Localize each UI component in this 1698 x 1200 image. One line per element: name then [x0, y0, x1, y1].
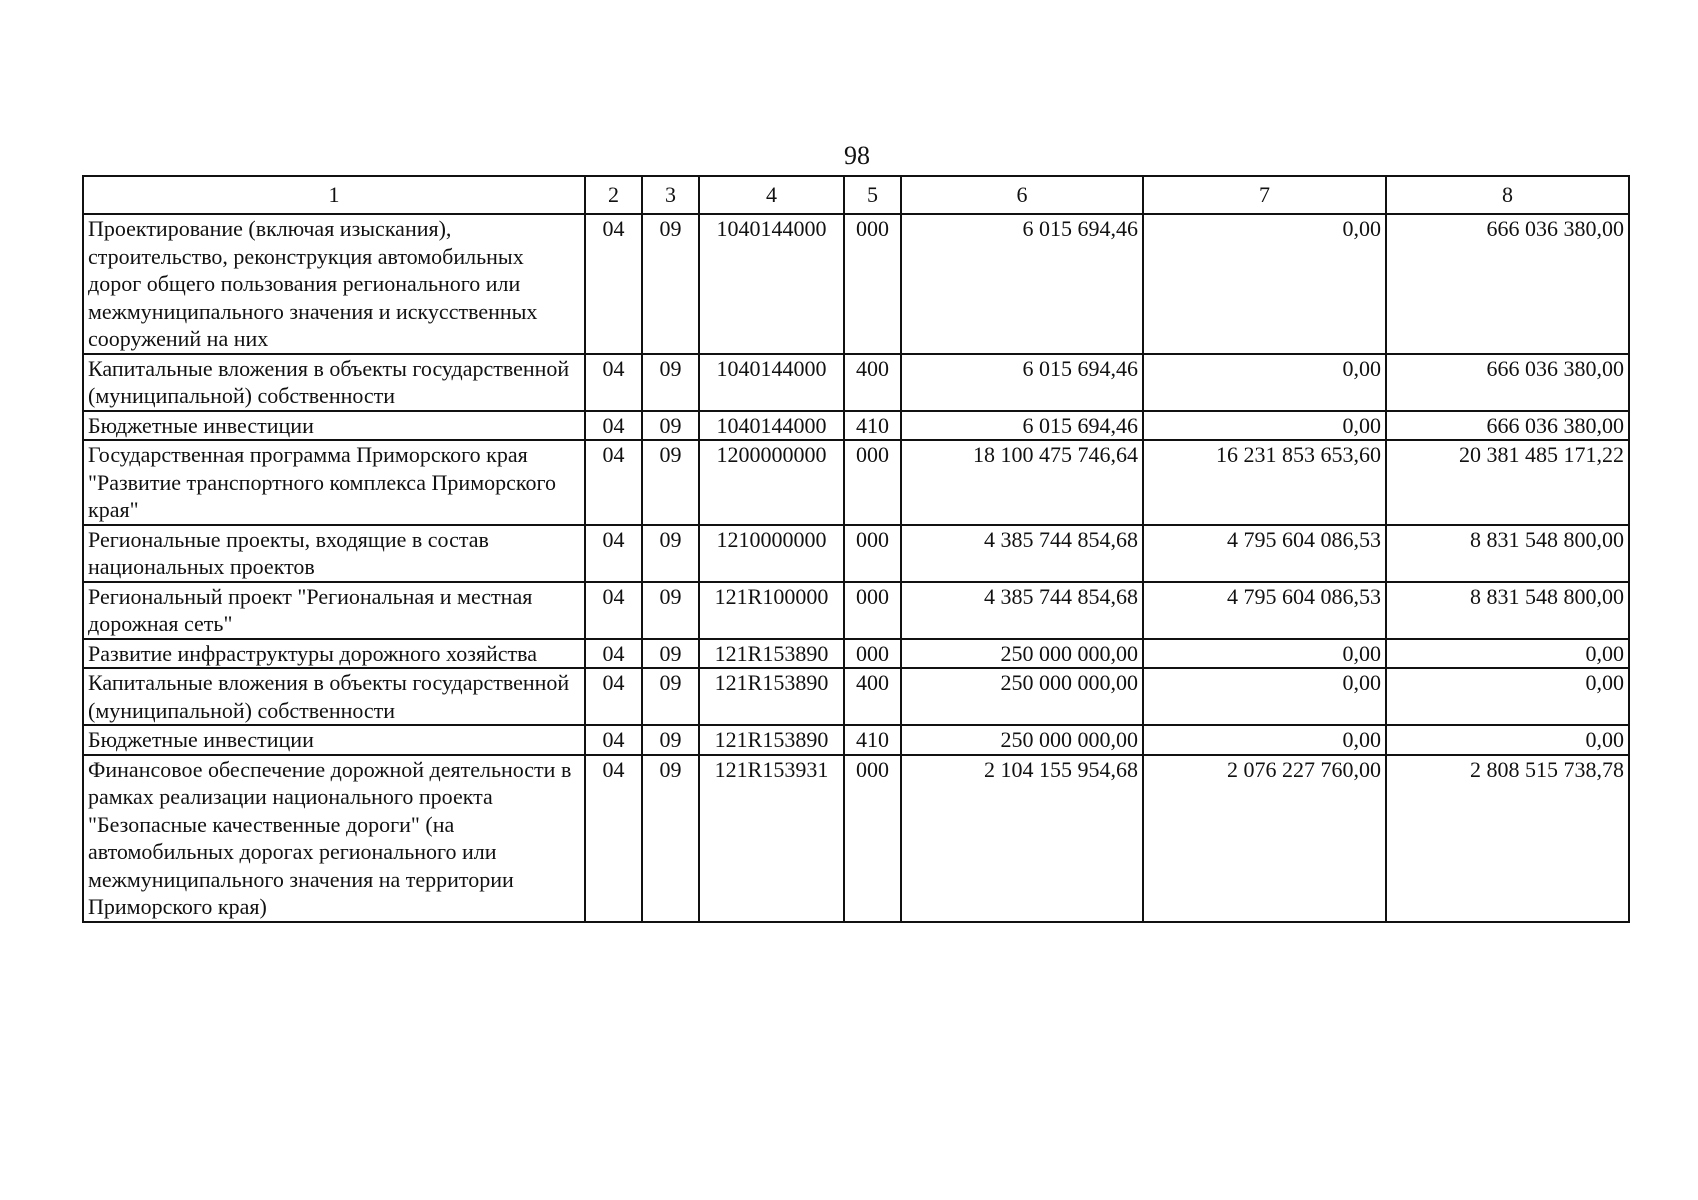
expense-type-cell: 400 [844, 668, 901, 725]
item-name-cell: Бюджетные инвестиции [83, 725, 585, 755]
subsection-code-cell: 09 [642, 755, 699, 922]
amount-col6-cell: 6 015 694,46 [901, 411, 1143, 441]
target-article-cell: 1200000000 [699, 440, 844, 525]
expense-type-cell: 410 [844, 725, 901, 755]
amount-col7-cell: 4 795 604 086,53 [1143, 582, 1386, 639]
item-name-cell: Региональный проект "Региональная и местная дорожная сеть" [83, 582, 585, 639]
section-code-cell: 04 [585, 725, 642, 755]
amount-col8-cell: 666 036 380,00 [1386, 411, 1629, 441]
table-row [83, 668, 1629, 725]
amount-col6-cell: 6 015 694,46 [901, 354, 1143, 411]
target-article-cell: 121R153931 [699, 755, 844, 922]
section-code-cell: 04 [585, 668, 642, 725]
expense-type-cell: 000 [844, 582, 901, 639]
target-article-cell: 121R153890 [699, 725, 844, 755]
table-row [83, 354, 1629, 411]
item-name-cell: Финансовое обеспечение дорожной деятельности в рамках реализации национального проекта "Безопасные качественные дороги" (на автомобильных дорогах регионального или межмуниципального значения на территории Приморского края) [83, 755, 585, 922]
target-article-cell: 1210000000 [699, 525, 844, 582]
amount-col8-cell: 666 036 380,00 [1386, 214, 1629, 354]
page-number: 98 [844, 141, 870, 170]
target-article-cell: 1040144000 [699, 214, 844, 354]
section-code-cell: 04 [585, 354, 642, 411]
table-row [83, 525, 1629, 582]
amount-col7-cell: 0,00 [1143, 668, 1386, 725]
amount-col7-cell: 0,00 [1143, 411, 1386, 441]
amount-col7-cell: 16 231 853 653,60 [1143, 440, 1386, 525]
amount-col8-cell: 666 036 380,00 [1386, 354, 1629, 411]
expense-type-cell: 000 [844, 525, 901, 582]
amount-col6-cell: 4 385 744 854,68 [901, 525, 1143, 582]
header-cell: 4 [699, 176, 844, 214]
expense-type-cell: 410 [844, 411, 901, 441]
table-row [83, 639, 1629, 669]
target-article-cell: 121R153890 [699, 639, 844, 669]
expense-type-cell: 000 [844, 755, 901, 922]
amount-col7-cell: 0,00 [1143, 354, 1386, 411]
header-cell: 1 [83, 176, 585, 214]
amount-col8-cell: 8 831 548 800,00 [1386, 582, 1629, 639]
subsection-code-cell: 09 [642, 354, 699, 411]
subsection-code-cell: 09 [642, 725, 699, 755]
amount-col7-cell: 0,00 [1143, 639, 1386, 669]
item-name-cell: Бюджетные инвестиции [83, 411, 585, 441]
table-row [83, 582, 1629, 639]
item-name-cell: Региональные проекты, входящие в состав национальных проектов [83, 525, 585, 582]
header-cell: 7 [1143, 176, 1386, 214]
amount-col6-cell: 250 000 000,00 [901, 725, 1143, 755]
subsection-code-cell: 09 [642, 440, 699, 525]
amount-col7-cell: 2 076 227 760,00 [1143, 755, 1386, 922]
table-row [83, 411, 1629, 441]
section-code-cell: 04 [585, 411, 642, 441]
amount-col7-cell: 4 795 604 086,53 [1143, 525, 1386, 582]
amount-col6-cell: 2 104 155 954,68 [901, 755, 1143, 922]
table-row [83, 755, 1629, 922]
amount-col7-cell: 0,00 [1143, 214, 1386, 354]
budget-table [82, 175, 1630, 923]
section-code-cell: 04 [585, 525, 642, 582]
section-code-cell: 04 [585, 214, 642, 354]
target-article-cell: 121R100000 [699, 582, 844, 639]
subsection-code-cell: 09 [642, 214, 699, 354]
amount-col8-cell: 2 808 515 738,78 [1386, 755, 1629, 922]
table-body [83, 214, 1629, 922]
section-code-cell: 04 [585, 582, 642, 639]
amount-col8-cell: 20 381 485 171,22 [1386, 440, 1629, 525]
section-code-cell: 04 [585, 440, 642, 525]
amount-col6-cell: 250 000 000,00 [901, 668, 1143, 725]
table-row [83, 725, 1629, 755]
amount-col8-cell: 0,00 [1386, 668, 1629, 725]
item-name-cell: Проектирование (включая изыскания), строительство, реконструкция автомобильных дорог общего пользования регионального или межмуниципального значения и искусственных сооружений на них [83, 214, 585, 354]
subsection-code-cell: 09 [642, 411, 699, 441]
item-name-cell: Капитальные вложения в объекты государственной (муниципальной) собственности [83, 668, 585, 725]
subsection-code-cell: 09 [642, 668, 699, 725]
header-cell: 2 [585, 176, 642, 214]
expense-type-cell: 000 [844, 639, 901, 669]
table-row [83, 440, 1629, 525]
header-cell: 8 [1386, 176, 1629, 214]
amount-col7-cell: 0,00 [1143, 725, 1386, 755]
item-name-cell: Развитие инфраструктуры дорожного хозяйства [83, 639, 585, 669]
subsection-code-cell: 09 [642, 639, 699, 669]
header-row [83, 176, 1629, 214]
target-article-cell: 121R153890 [699, 668, 844, 725]
amount-col8-cell: 0,00 [1386, 639, 1629, 669]
expense-type-cell: 000 [844, 214, 901, 354]
header-cell: 5 [844, 176, 901, 214]
target-article-cell: 1040144000 [699, 411, 844, 441]
amount-col8-cell: 8 831 548 800,00 [1386, 525, 1629, 582]
target-article-cell: 1040144000 [699, 354, 844, 411]
section-code-cell: 04 [585, 755, 642, 922]
expense-type-cell: 400 [844, 354, 901, 411]
expense-type-cell: 000 [844, 440, 901, 525]
amount-col6-cell: 4 385 744 854,68 [901, 582, 1143, 639]
amount-col8-cell: 0,00 [1386, 725, 1629, 755]
item-name-cell: Государственная программа Приморского края "Развитие транспортного комплекса Приморского края" [83, 440, 585, 525]
table-row [83, 214, 1629, 354]
amount-col6-cell: 6 015 694,46 [901, 214, 1143, 354]
subsection-code-cell: 09 [642, 525, 699, 582]
item-name-cell: Капитальные вложения в объекты государственной (муниципальной) собственности [83, 354, 585, 411]
section-code-cell: 04 [585, 639, 642, 669]
amount-col6-cell: 18 100 475 746,64 [901, 440, 1143, 525]
amount-col6-cell: 250 000 000,00 [901, 639, 1143, 669]
subsection-code-cell: 09 [642, 582, 699, 639]
header-cell: 3 [642, 176, 699, 214]
header-cell: 6 [901, 176, 1143, 214]
